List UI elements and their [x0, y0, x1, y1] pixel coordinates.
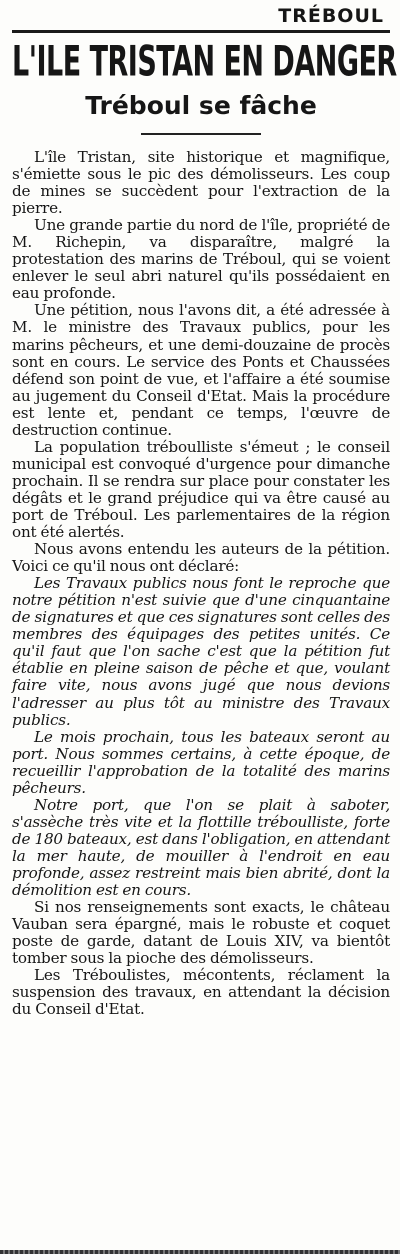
article-paragraph: Nous avons entendu les auteurs de la pétition. Voici ce qu'il nous ont déclaré: [12, 540, 390, 576]
subheadline: Tréboul se fâche [85, 91, 317, 120]
top-rule [12, 30, 390, 33]
article-paragraph: Les Tréboulistes, mécontents, réclament la suspension des travaux, en attendant la décision du Conseil d'Etat. [12, 966, 390, 1019]
headline: L'ILE TRISTAN EN DANGER [12, 38, 397, 87]
article-paragraph: Notre port, que l'on se plait à saboter, s'assèche très vite et la flottille tréboulliste, forte de 180 bateaux, est dans l'obligation, en attendant la mer haute, de mouiller à l'endroit en eau profonde, assez restreint mais bien abrité, dont la démolition est en cours. [12, 795, 390, 900]
separator-rule [141, 133, 261, 135]
article-paragraph: L'île Tristan, site historique et magnifique, s'émiette sous le pic des démolisseurs. Les coup de mines se succèdent pour l'extraction de la pierre. [12, 148, 390, 218]
section-rubric: TRÉBOUL [278, 5, 384, 27]
article-paragraph: La population tréboulliste s'émeut ; le conseil municipal est convoqué d'urgence pour dimanche prochain. Il se rendra sur place pour constater les dégâts et le grand préjudice qui va être causé au port de Tréboul. Les parlementaires de la région ont été alertés. [12, 437, 390, 542]
article-paragraph: Le mois prochain, tous les bateaux seront au port. Nous sommes certains, à cette époque, de recueillir l'approbation de la totalité des marins pêcheurs. [12, 727, 390, 797]
article-paragraph: Une pétition, nous l'avons dit, a été adressée à M. le ministre des Travaux publics, pour les marins pêcheurs, et une demi-douzaine de procès sont en cours. Le service des Ponts et Chaussées défend son point de vue, et l'affaire a été soumise au jugement du Conseil d'Etat. Mais la procédure est lente et, pendant ce temps, l'œuvre de destruction continue. [12, 301, 390, 439]
article-paragraph: Les Travaux publics nous font le reproche que notre pétition n'est suivie que d'une cinquantaine de signatures et que ces signatures sont celles des membres des équipages des petites unités. Ce qu'il faut que l'on sache c'est que la pétition fut établie en pleine saison de pêche et que, voulant faire vite, nous avons jugé que nous devions l'adresser au plus tôt au ministre des Travaux publics. [12, 574, 390, 729]
article-body [12, 149, 390, 1018]
article-paragraph: Une grande partie du nord de l'île, propriété de M. Richepin, va disparaître, malgré la protestation des marins de Tréboul, qui se voient enlever le seul abri naturel qu'ils possédaient en eau profonde. [12, 216, 390, 303]
article-paragraph: Si nos renseignements sont exacts, le château Vauban sera épargné, mais le robuste et coquet poste de garde, datant de Louis XIV, va bientôt tomber sous la pioche des démolisseurs. [12, 898, 390, 968]
bottom-rule [0, 1250, 400, 1254]
